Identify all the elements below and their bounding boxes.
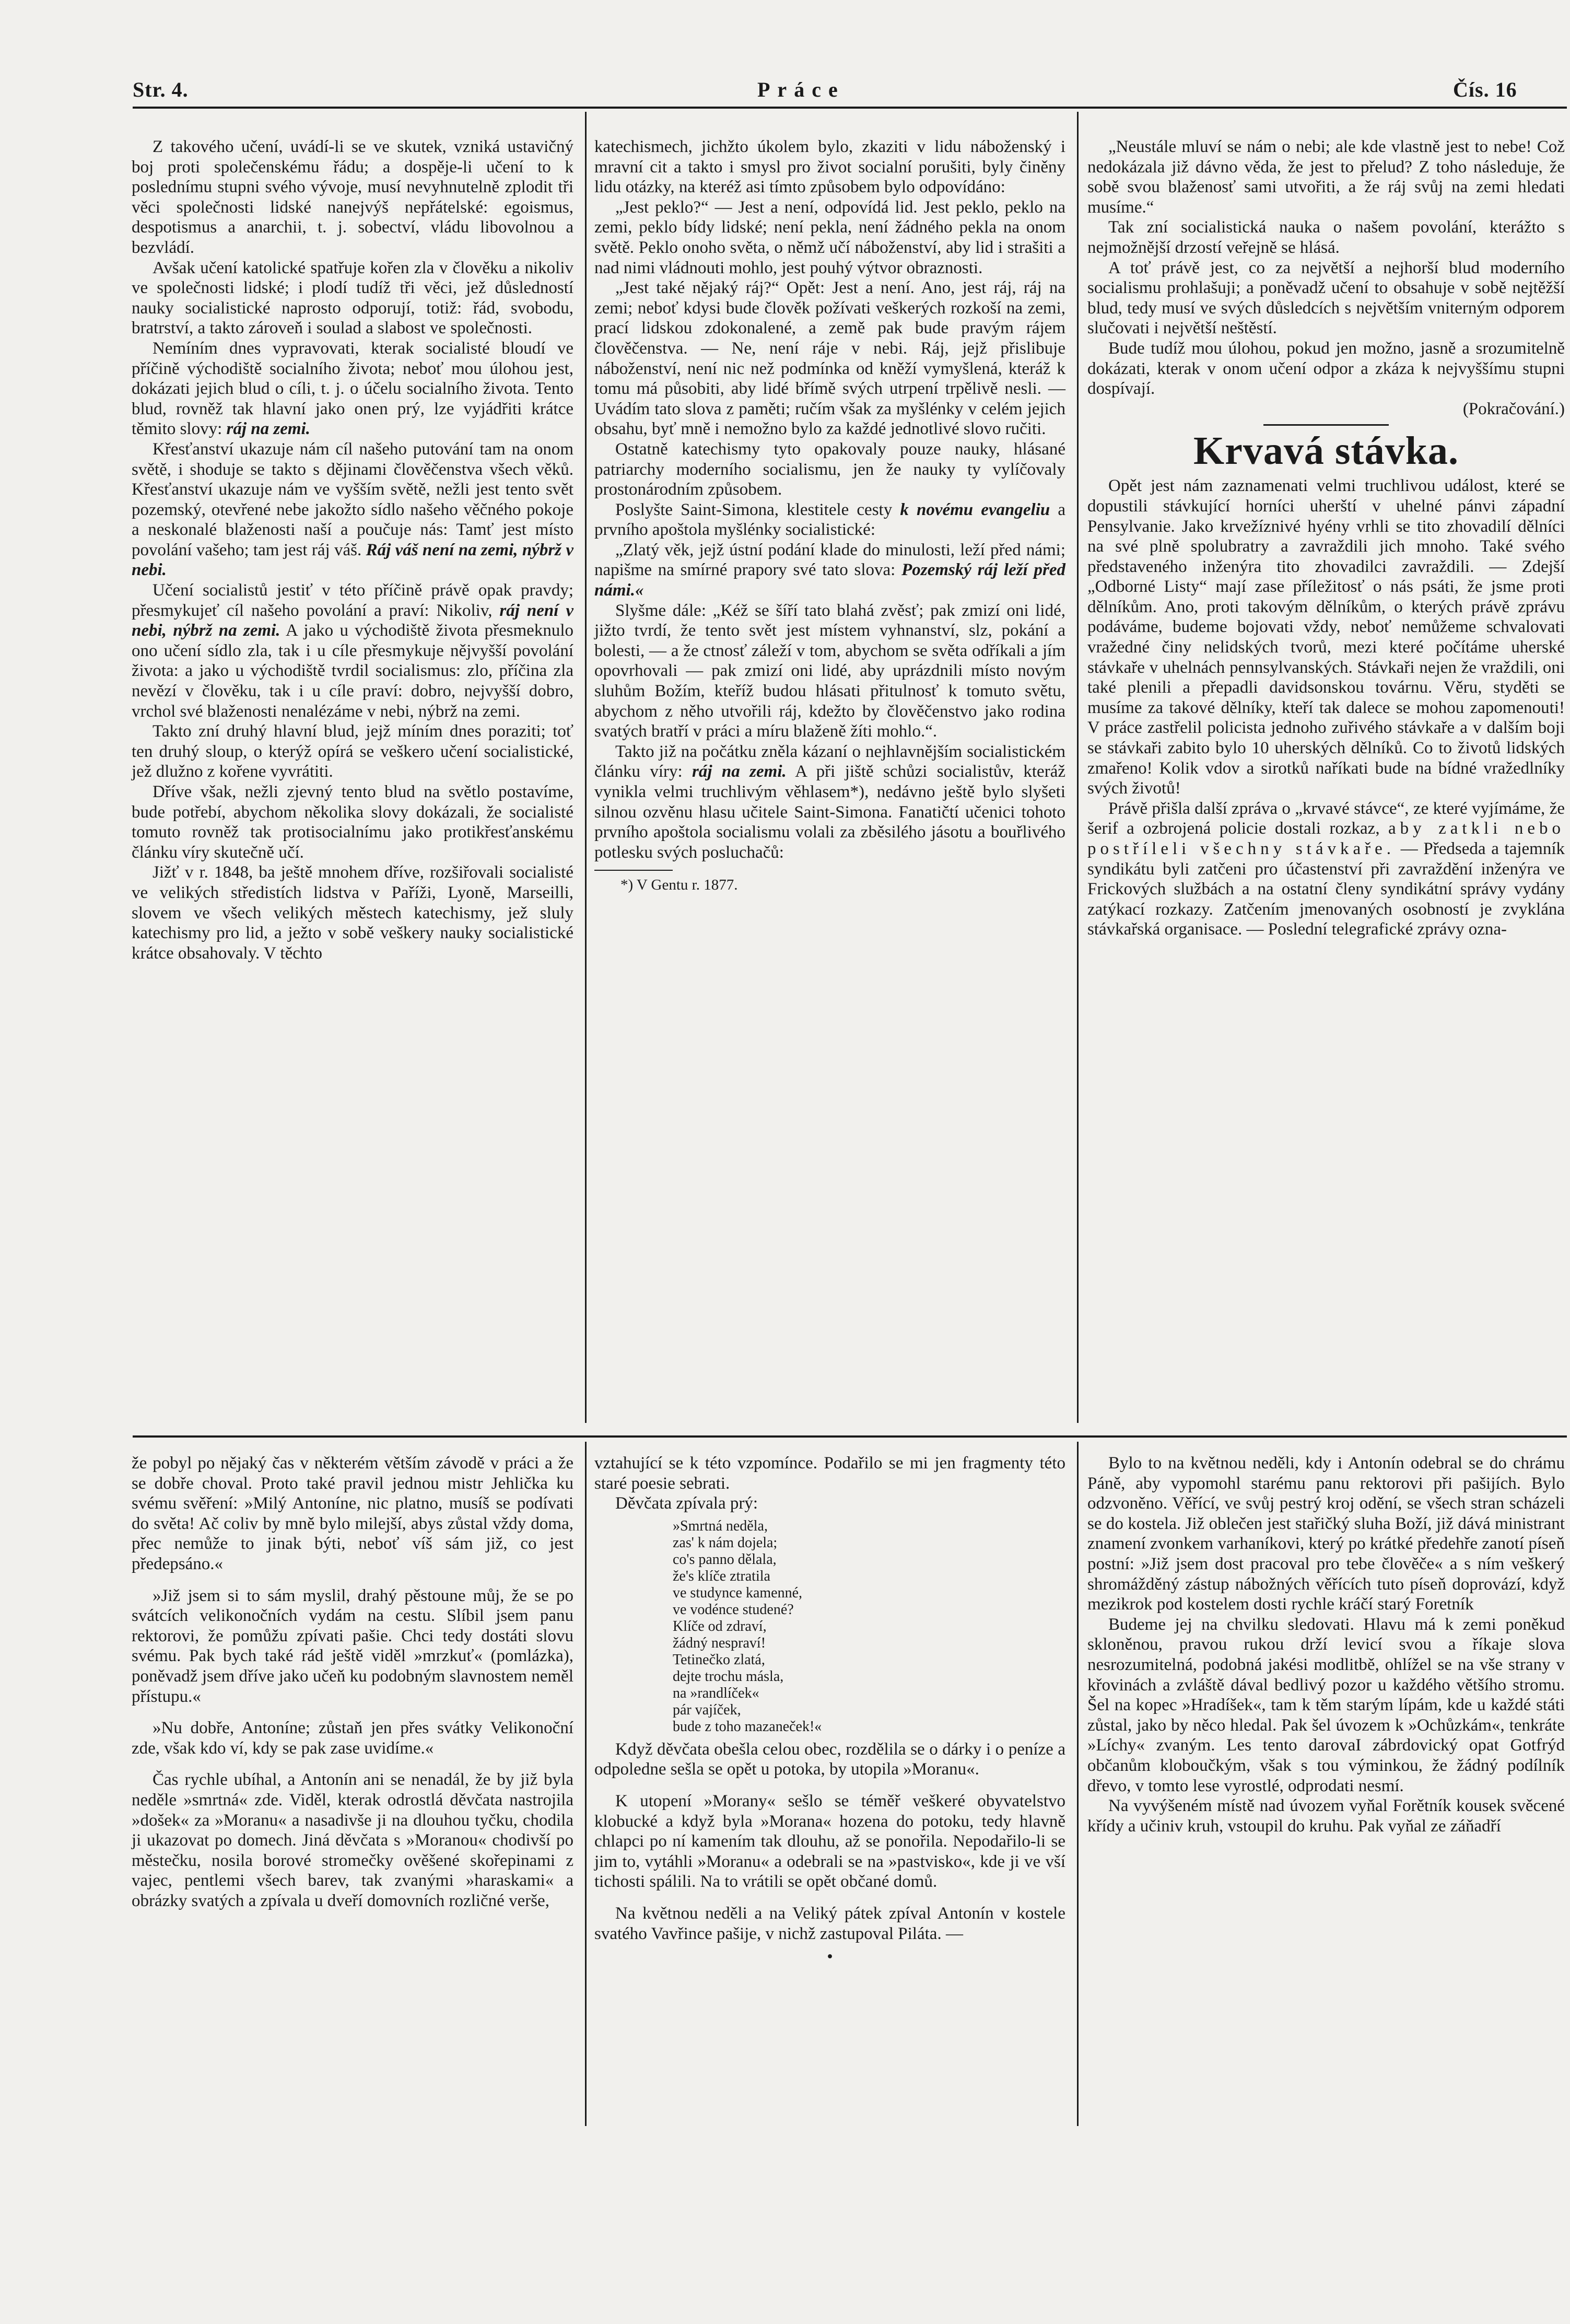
poem-line: ve studynce kamenné, [673, 1584, 803, 1601]
text-run: A jako u východiště života přesmeknulo ono učení sídlo zla, tak i u cíle přesmykuje nějvyšší povolání života: a jako u východiště tvrdil socialismus: zlo, příčina zla nevězí v člověku, tak i u cíle praví: dobro, nejvyšší dobro, vrchol své blaženosti nenalézáme v nebi, nýbrž na zemi. [132, 621, 573, 721]
paragraph: Když děvčata obešla celou obec, rozdělila se o dárky i o peníze a odpoledne sešla se opět u potoka, by utopila »Moranu«. [594, 1739, 1065, 1779]
section-rule [1263, 424, 1389, 426]
issue-number: Čís. 16 [1453, 78, 1517, 101]
text-run: Nemíním dnes vypravovati, kterak socialisté bloudí ve příčině východiště socialního života; neboť mou úlohou jest, dokázati jejich blud o cíli, t. j. o účelu socialního života. Tento blud, rovněž tak hlavní jako onen prý, lze vyjádřiti krátce těmito slovy: [132, 338, 573, 439]
poem-line: ve vodénce studené? [673, 1601, 794, 1618]
paragraph: Na květnou neděli a na Veliký pátek zpíval Antonín v kostele svatého Vavřince pašije, v nichž zastupoval Piláta. — [594, 1903, 1065, 1943]
poem-line: »Smrtná neděla, [673, 1517, 768, 1534]
end-mark: • [827, 1947, 833, 1967]
paragraph: vztahující se k této vzpomínce. Podařilo se mi jen fragmenty této staré poesie sebrati. [594, 1454, 1065, 1493]
paragraph: „Jest také nějaký ráj?“ Opět: Jest a není. Ano, jest ráj, ráj na zemi; neboť kdysi bude člověk požívati veškerých rozkoší na zemi, prací lidskou zdokonalené, a země pak bude pravým rájem člověčenstva. — Ne, není ráje v nebi. Ráj, jejž přislibuje náboženství, není nic než podmínka od kněží vymyšlená, kteráž k tomu má působiti, aby lidé břímě svých utrpení trpělivě nesli. — Uvádím tato slova z paměti; ručím však za myšlénky v celém jejich obsahu, byť mně i nemožno bylo za každé jednotlivé slovo ručiti. [594, 278, 1065, 439]
text-run: a prvního apoštola myšlénky socialistické: [594, 500, 1066, 540]
paragraph: katechismech, jichžto úkolem bylo, zkaziti v lidu náboženský i mravní cit a takto i smysl pro život socialní porušiti, byly činěny lidu otázky, na kteréž asi tímto způsobem bylo odpovídáno: [594, 137, 1065, 197]
emphasis: ráj na zemi. [692, 762, 787, 781]
page-number: Str. 4. [133, 78, 189, 101]
feuilleton-rule [133, 1435, 1567, 1438]
footnote: *) V Gentu r. 1877. [620, 877, 738, 894]
poem-line: co's panno dělala, [673, 1551, 777, 1568]
paragraph: že pobyl po nějaký čas v některém větším závodě v práci a že se dobře choval. Proto také pravil jednou mistr Jehlička ku svému svěření: »Milý Antoníne, nic platno, musíš se podívati do světa! Ač coliv by mně bylo milejší, abys zůstal vždy doma, přec nemůže to jinak býti, neboť víš sám již, co jest předepsáno.« [132, 1454, 573, 1573]
paragraph [594, 742, 1065, 863]
paragraph: Avšak učení katolické spatřuje kořen zla v člověku a nikoliv ve společnosti lidské; i plodí tudíž tři věci, jež důsledností nauky socialistické naprosto odporují, totiž: řád, svobodu, bratrství, a takto zároveň i soulad a slabost ve společnosti. [132, 258, 573, 338]
emphasis: k novému evangeliu [900, 500, 1050, 519]
poem-line: bude z toho mazaneček!« [673, 1718, 822, 1735]
text-run: Učení socialistů jestiť v této příčině právě opak pravdy; přesmykujeť cíl našeho povolání a praví: Nikoliv, [132, 581, 573, 620]
paragraph: »Již jsem si to sám myslil, drahý pěstoune můj, že se po svátcích velikonočních vydám na cestu. Slíbil jsem panu rektorovi, že pomůžu zpívati pašie. Chci tedy dostáti slovu svému. Pak bych také rád ještě viděl »mrzkuť« (pomlázka), poněvadž jsem dříve jako učeň ku podobným slavnostem neměl přístupu.« [132, 1586, 573, 1706]
paragraph: Na vyvýšeném místě nad úvozem vyňal Forětník kousek svěcené křídy a učiniv kruh, vstoupil do kruhu. Pak vyňal ze záňadří [1087, 1796, 1565, 1836]
paragraph [132, 338, 573, 439]
paragraph: Opět jest nám zaznamenati velmi truchlivou událost, které se dopustili stávkující horníci uherští v uhelné pánvi západní Pensylvanie. Jako krvežíznivé hyény vrhli se tito zhovadilí dělníci na své plně spolubratry a zavraždili jich mnoho. Také svého představeného inženýra tito zhovadilci zavraždili. — Zdejší „Odborné Listy“ mají zase příležitosť o nás psáti, že jsme proti dělníkům. Ano, proti takovým dělníkům, o kterých právě zprávu podáváme, budeme bojovati vždy, neboť nemůžeme schvalovati vražedné činy nelidských tvorů, mezi které počítáme uherské stávkaře v uhelnách pennsylvanských. Stávkaři nejen že vraždili, oni také plenili a přepadli davidsonskou továrnu. Věru, styděti se musíme za takové dělníky, kteří tak dalece se mohou zapomenouti! V práce zastřelil policista jednoho zuřivého stávkaře a v dalším boji se stávkaři zabito bylo 10 uherských dělníků. Co to životů lidských zmařeno! Kolik vdov a sirotků naříkati bude na bídné vražedlníky svých životů! [1087, 476, 1565, 798]
poem-line: dejte trochu másla, [673, 1668, 784, 1685]
text-run: Poslyšte Saint-Simona, klestitele cesty [615, 500, 893, 519]
paragraph: Čas rychle ubíhal, a Antonín ani se nenadál, že by již byla neděle »smrtná« zde. Viděl, kterak odrostlá děvčata nastrojila »došek« za »Moranu« a nasadivše ji na dlouhou tyčku, chodila ji ukazovat po domech. Jiná děvčata s »Moranou« chodivší po městečku, nosila borové stromečky ověšené skořepinami z vajec, pentlemi všech barev, tak zvanými »haraskami« a obrázky svatých a zpívala u dveří domovních rozličné verše, [132, 1770, 573, 1910]
text-run: „Zlatý věk, jejž ústní podání klade do minulosti, leží před námi; napišme na smírné prapory své tato slova: [594, 540, 1065, 580]
column-divider-upper-2 [1077, 112, 1079, 1423]
paragraph [132, 439, 573, 580]
continuation-note: (Pokračování.) [1462, 399, 1565, 418]
poem-line: Tetinečko zlatá, [673, 1651, 765, 1668]
column-divider-lower-1 [585, 1442, 587, 2126]
poem-line: že's klíče ztratila [673, 1568, 770, 1584]
header-rule [133, 107, 1567, 109]
paragraph: Bylo to na květnou neděli, kdy i Antonín odebral se do chrámu Páně, aby vypomohl starému panu rektorovi při pašijích. Bylo odzvoněno. Věřící, ve svůj pestrý kroj odění, se všech stran scházeli se do kostela. Již oblečen jest stařičký sluha Boží, již dává ministrant znamení zvonkem varhaníkovi, který po krátké předehře zanotí píseň postní: »Již jsem dost pracoval pro tebe člověče« a s ním veškerý shromážděný zástup nábožných věřících tuto píseň doprovází, když mezikrok pod kostelem dosti rychle kráčí starý Foretník [1087, 1454, 1565, 1614]
text-run: A při jiště schůzi socialistův, kteráž vynikla velmi truchlivým věhlasem*), nedávno ještě bylo slyšeti silnou ozvěnu hlasu učitele Saint-Simona. Fanatičtí učenici tohoto prvního apoštola socialismu volali za zběsilého jásotu a bouřlivého potlesku svých posluchačů: [594, 762, 1065, 862]
text-run: Takto již na počátku zněla kázaní o nejhlavnějším socialistickém článku víry: [594, 742, 1065, 781]
article-column-1 [132, 137, 573, 963]
text-run: Právě přišla další zpráva o „krvavé stávce“, ze které vyjímáme, že šerif a ozbrojená policie dostali rozkaz, [1087, 799, 1565, 838]
article-column-3 [1087, 137, 1565, 940]
paragraph: Dříve však, nežli zjevný tento blud na světlo postavíme, bude potřebí, abychom několika slovy dokázali, že socialisté tomuto rovněž tak protisocialnímu jako protikřesťanskému článku víry skutečně učí. [132, 783, 573, 862]
feuilleton-column-1 [132, 1453, 573, 1911]
emphasis: Pozemský ráj leží před námi.« [594, 560, 1065, 600]
paragraph: Budeme jej na chvilku sledovati. Hlavu má k zemi poněkud skloněnou, pravou rukou drží levicí svou a říkaje slova nesrozumitelná, podobná jakési modlitbě, ohlížel se na vše strany v křovinách a zvláště dával bedlivý pozor u každého většího stromu. Šel na kopec »Hradíšek«, tam k těm starým lípám, kde u každé státi zůstal, jako by něco hledal. Pak šel úvozem k »Ochůzkám«, tenkráte »Líchy« zvaným. Les tento darovaI zábrdovický opat Gotfrýd občanům kloboučkým, však s tou výminkou, že žádný podílník dřevo, v tomto lese vyrostlé, odprodati nesmí. [1087, 1615, 1565, 1795]
paragraph: A toť právě jest, co za největší a nejhorší blud moderního socialismu prohlašuji; a poněvadž učení to obsahuje v sobě nejtěžší blud, tedy musí ve svých důsledcích s největším vniterným odporem slučovati i největší neštěstí. [1087, 258, 1565, 338]
emphasis: ráj na zemi. [226, 419, 310, 439]
spaced-text: aby zatkli nebo postříleli všechny stávkaře. [1087, 819, 1565, 858]
paragraph: Bude tudíž mou úlohou, pokud jen možno, jasně a srozumitelně dokázati, kterak v onom učení odpor a zkáza k nejvyššímu stupni dospívají. [1087, 338, 1565, 399]
feuilleton-column-3 [1087, 1453, 1565, 1836]
poem-line: pár vajíček, [673, 1701, 741, 1718]
paragraph: Děvčata zpívala prý: [615, 1494, 758, 1513]
paragraph: K utopení »Morany« sešlo se téměř veškeré obyvatelstvo klobucké a když byla »Morana« hozena do potoku, tedy hlavně chlapci po ní kamením tak dlouhu, až se ponořila. Nepodařilo-li se jim to, vytáhli »Moranu« a odebrali se na »pastvisko«, kde ji ve vší tichosti spálili. Na to vrátili se opět občané domů. [594, 1791, 1065, 1891]
paragraph: Tak zní socialistická nauka o našem povolání, kterážto s nejmožnější drzostí veřejně se hlásá. [1087, 218, 1565, 257]
poem-line: zas' k nám dojela; [673, 1534, 778, 1551]
poem-line: Klíče od zdraví, [673, 1618, 767, 1634]
paragraph: Jižť v r. 1848, ba ještě mnohem dříve, rozšiřovali socialisté ve velikých středistích lidstva v Paříži, Lyoně, Marseilli, slovem ve všech velikých městech katechismy, jež sluly katechismy pro lid, a ježto v sobě veškery nauky socialistické krátce obsahovaly. V těchto [132, 863, 573, 963]
column-divider-lower-2 [1077, 1442, 1079, 2126]
paragraph: Slyšme dále: „Kéž se šíří tato blahá zvěsť; pak zmizí oni lidé, jižto tvrdí, že tento svět jest místem vyhnanství, slz, pokání a bolesti, — a že ctnosť záleží v tom, abychom se světa odříkali a jím opovrhovali — pak zmizí oni lidé, aby uprázdnili místo novým sluhům Božím, kteříž budou hlásati přitulnosť k tomuto světu, abychom z něho utvořili ráj, kdežto by člověčenstvo jako rodina svatých bratří v práci a míru blaženě žíti mohlo.“. [594, 601, 1065, 741]
paragraph: »Nu dobře, Antoníne; zůstaň jen přes svátky Velikonoční zde, však kdo ví, kdy se pak zase uvidíme.« [132, 1719, 573, 1758]
newspaper-title: Práce [757, 78, 845, 101]
article-column-2 [594, 137, 1065, 895]
emphasis: ráj není v nebi, nýbrž na zemi. [132, 601, 573, 640]
footnote-rule [594, 870, 673, 871]
feuilleton-column-2 [594, 1453, 1065, 1967]
poem [594, 1518, 1065, 1735]
paragraph: Takto zní druhý hlavní blud, jejž míním dnes poraziti; toť ten druhý sloup, o kterýž opírá se veškero učení socialistické, jež dlužno z kořene vyvrátiti. [132, 722, 573, 781]
article-headline: Krvavá stávka. [1193, 429, 1459, 473]
paragraph: „Jest peklo?“ — Jest a není, odpovídá lid. Jest peklo, peklo na zemi, peklo bídy lidské; není pekla, není žádného pekla na onom světě. Peklo onoho světa, o němž učí náboženství, aby lid i strašiti a nad nimi vládnouti mohlo, jest pouhý výtvor obraznosti. [594, 197, 1065, 277]
paragraph [1087, 799, 1565, 940]
emphasis: Ráj váš není na zemi, nýbrž v nebi. [132, 540, 573, 580]
paragraph [594, 540, 1065, 601]
paragraph [594, 500, 1065, 540]
text-run: — Předseda a tajemník syndikátu byli zatčeni pro účastenství při zavraždění inženýra ve Frickových službách a na ostatní členy syndikátní správy vydány zatýkací rozkazy. Zatčením jmenovaných osobností je zvyklána stávkařská organisace. — Poslední telegrafické zprávy ozna- [1087, 839, 1565, 939]
paragraph [132, 580, 573, 721]
text-run: Křesťanství ukazuje nám cíl našeho putování tam na onom světě, i shoduje se takto s dějinami člověčenstva všech věků. Křesťanství ukazuje nám ve vyšším světě, nežli jest tento svět pozemský, otevřené nebe jakožto sídlo našeho věčného pokoje a neskonalé blaženosti naší a poučuje nás: Tamť jest místo povolání vašeho; tam jest ráj váš. [132, 439, 573, 559]
paragraph: „Neustále mluví se nám o nebi; ale kde vlastně jest to nebe! Což nedokázala již dávno věda, že jest to přelud? Z toho následuje, že sobě svou blaženosť sami utvořiti, a že ráj svůj na zemi hledati musíme.“ [1087, 137, 1565, 217]
paragraph: Ostatně katechismy tyto opakovaly pouze nauky, hlásané patriarchy moderního socialismu, jen že nauky ty vylíčovaly prostonárodním způsobem. [594, 439, 1065, 499]
poem-line: žádný nespraví! [673, 1634, 766, 1651]
poem-line: na »randlíček« [673, 1685, 759, 1701]
column-divider-upper-1 [585, 112, 587, 1423]
paragraph: Z takového učení, uvádí-li se ve skutek, vzniká ustavičný boj proti společenskému řádu; a dospěje-li učení to k poslednímu stupni svého vývoje, musí nevyhnutelně zplodit tři věci společnosti lidské nanejvýš nepřátelské: egoismus, despotismus a anarchii, t. j. sobectví, vládu libovolnou a bezvládí. [132, 137, 573, 257]
